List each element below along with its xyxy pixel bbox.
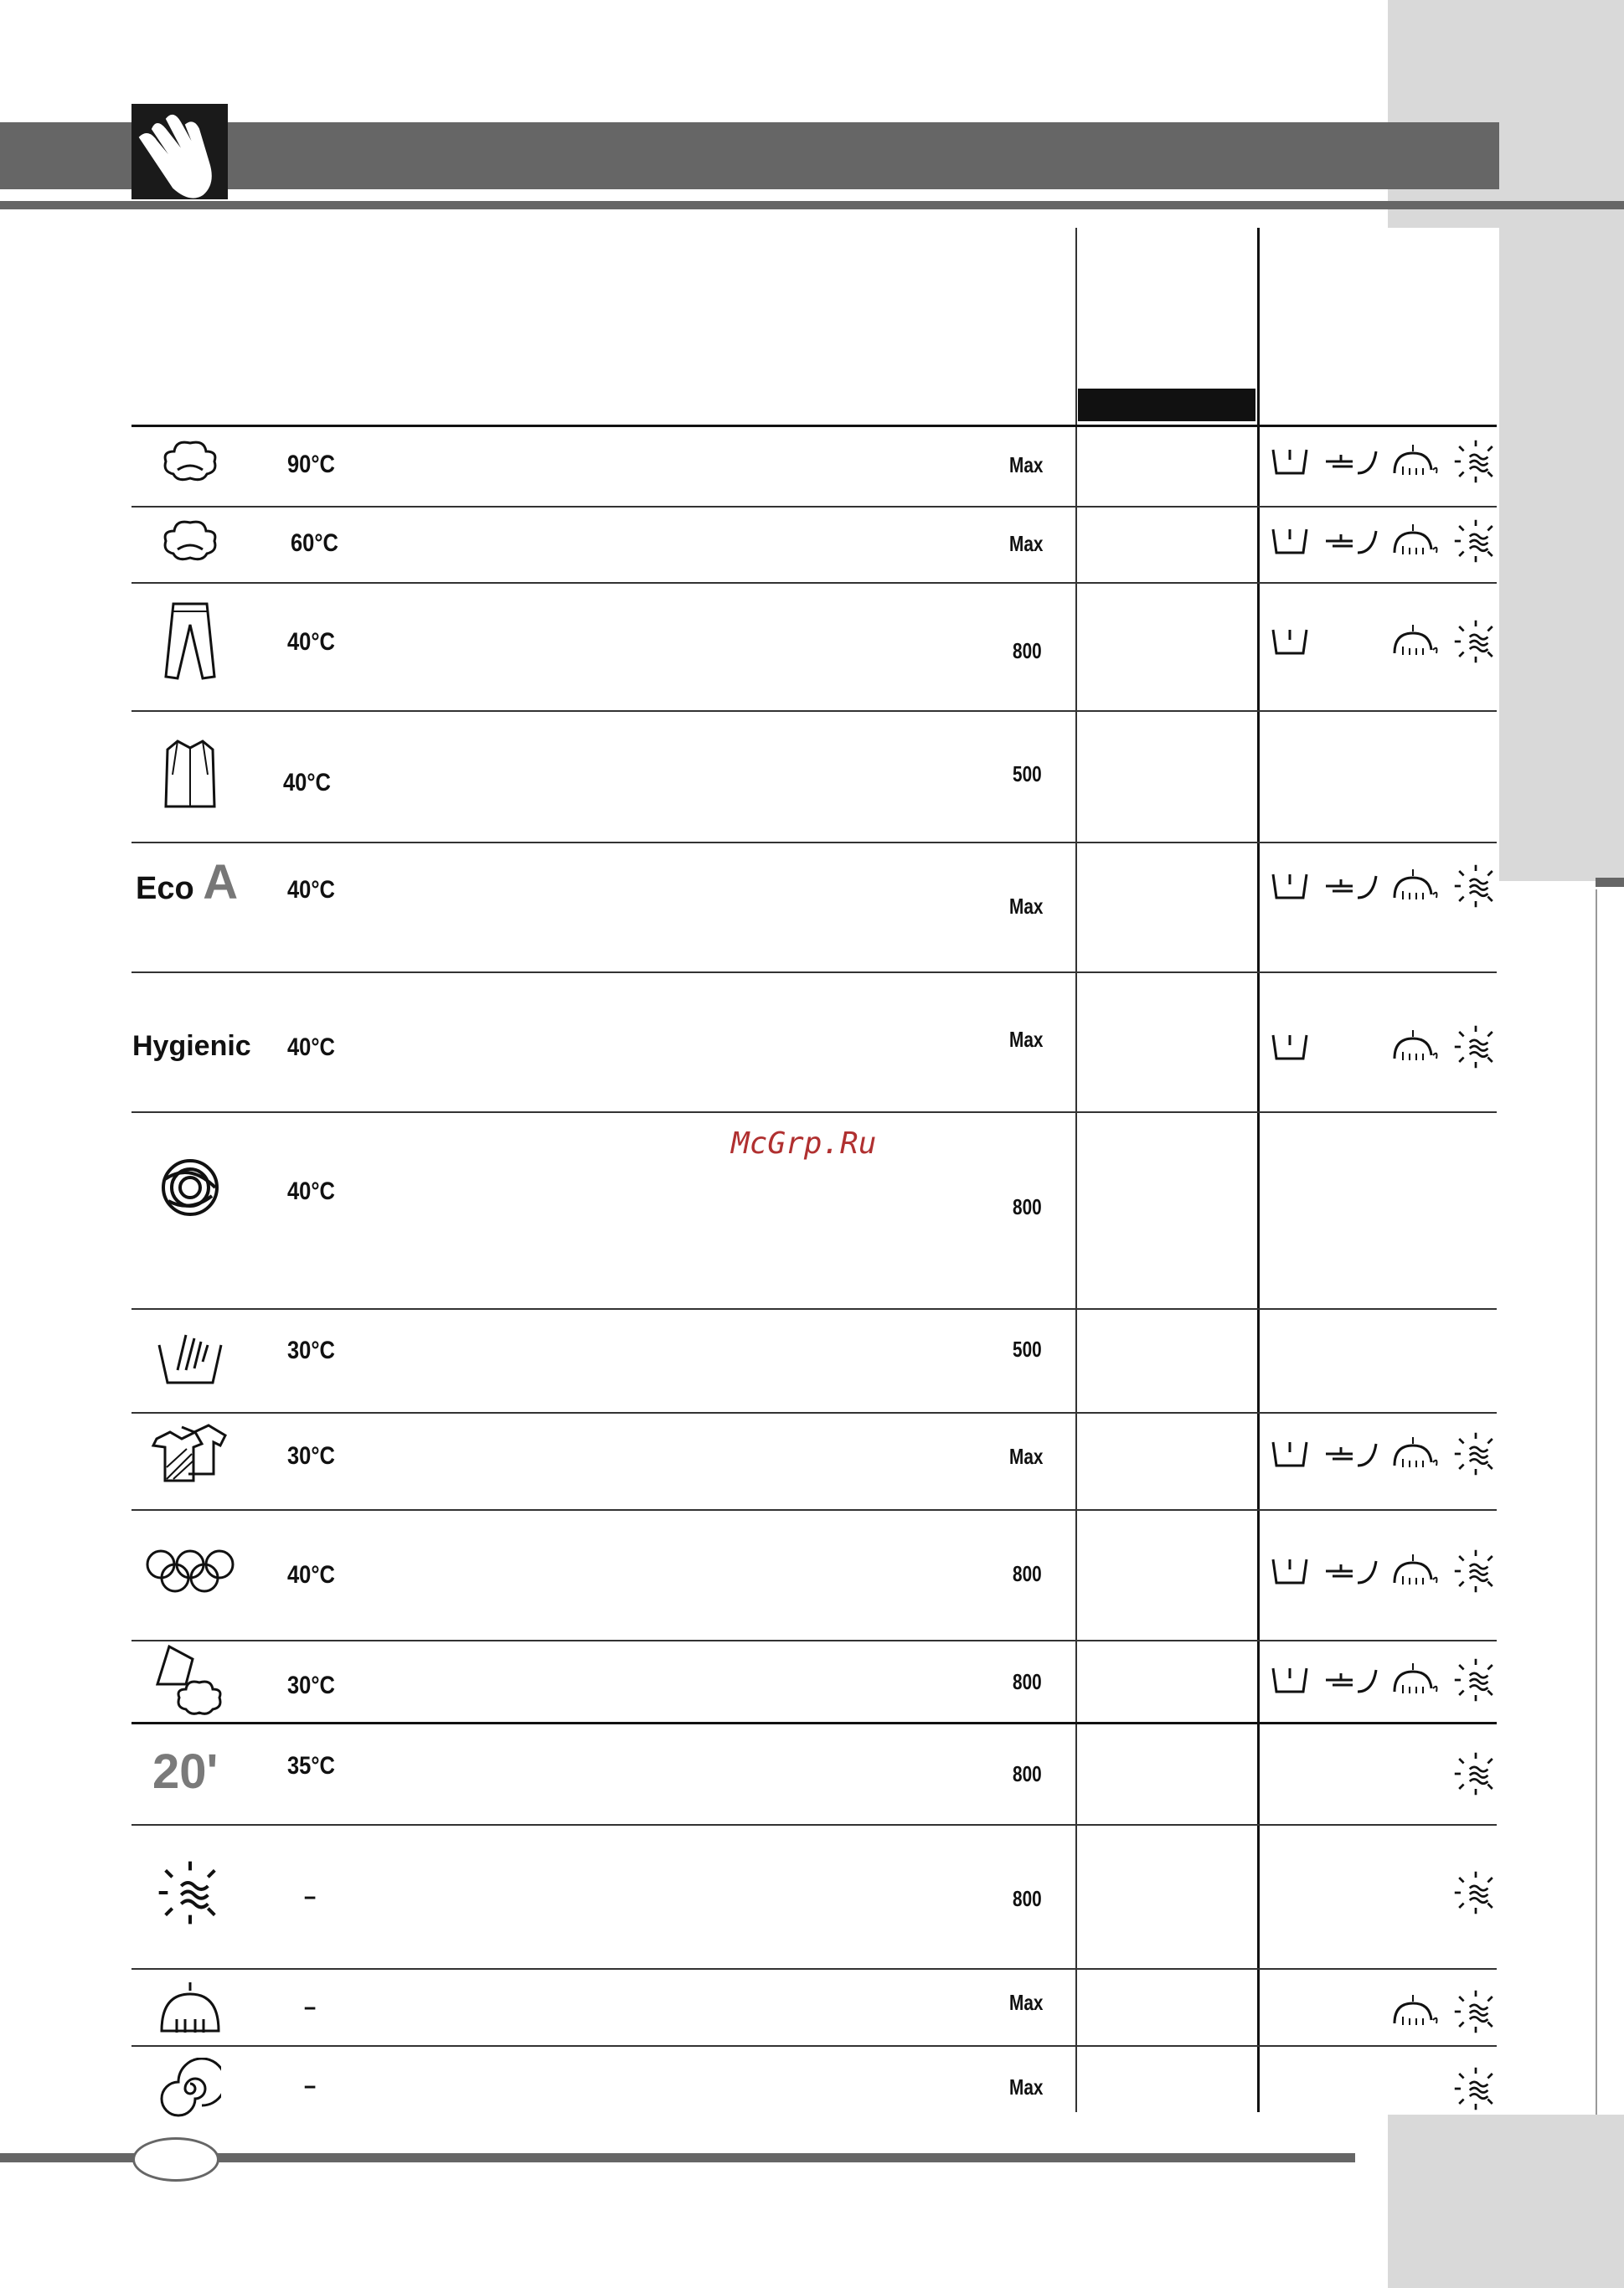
temperature: 40°C: [287, 628, 335, 656]
rinse-phase-icon: [1391, 524, 1440, 562]
hygienic-label: Hygienic: [132, 1030, 251, 1062]
row-divider: [131, 506, 1497, 508]
rinse-phase-icon: [1391, 869, 1440, 907]
spin-speed: 500: [1013, 761, 1042, 786]
prewash-phase-icon: [1270, 445, 1310, 482]
spin-phase-icon: [1453, 1024, 1498, 1074]
spin-speed: Max: [1009, 1027, 1044, 1052]
spin-speed: 800: [1013, 1561, 1042, 1586]
column-divider-spin: [1075, 228, 1077, 2112]
row-divider: [131, 1824, 1497, 1826]
prewash-phase-icon: [1270, 1030, 1310, 1068]
quick-20-label: 20': [152, 1744, 219, 1799]
row-divider: [131, 1968, 1497, 1970]
mixed-fabrics-icon: [152, 1642, 228, 1722]
spin-speed: 500: [1013, 1337, 1042, 1362]
temperature: –: [304, 1883, 317, 1910]
row-divider: [131, 1509, 1497, 1511]
shirt-icon: [161, 733, 219, 821]
page-number-oval: [132, 2137, 219, 2182]
prewash-phase-icon: [1270, 869, 1310, 907]
wash-phase-icon: [1324, 1663, 1379, 1701]
side-panel-bottom: [1388, 2115, 1624, 2288]
prewash-phase-icon: [1270, 1663, 1310, 1701]
header-rule: [0, 201, 1624, 209]
rinse-phase-icon: [1391, 1663, 1440, 1701]
temperature: 60°C: [291, 529, 338, 557]
temperature: –: [304, 1993, 317, 2021]
spin-speed: Max: [1009, 1990, 1044, 2015]
rinse-phase-icon: [1391, 445, 1440, 482]
eco-label: [136, 854, 238, 910]
wash-phase-icon: [1324, 869, 1379, 907]
table-header-rule: [131, 425, 1497, 427]
row-divider: [131, 582, 1497, 584]
rinse-phase-icon: [1391, 1554, 1440, 1592]
eco-text: Eco: [136, 871, 204, 906]
prewash-phase-icon: [1270, 625, 1310, 662]
hand-icon: [131, 104, 228, 199]
spin-speed: 800: [1013, 638, 1042, 663]
side-panel-middle: [1499, 228, 1624, 881]
temperature: –: [304, 2072, 317, 2100]
spin-speed: Max: [1009, 1444, 1044, 1469]
temperature: 30°C: [287, 1442, 335, 1470]
spin-speed: Max: [1009, 894, 1044, 919]
temperature: 90°C: [287, 451, 335, 478]
temperature: 40°C: [287, 876, 335, 904]
spin-phase-icon: [1453, 1431, 1498, 1481]
spin-speed: Max: [1009, 452, 1044, 477]
spin-speed: 800: [1013, 1194, 1042, 1219]
wash-phase-icon: [1324, 524, 1379, 562]
spin-speed: 800: [1013, 1761, 1042, 1786]
spin-phase-icon: [1453, 619, 1498, 668]
side-panel-white-strip: [1596, 889, 1624, 2150]
hand-logo: [131, 104, 228, 199]
spin-phase-icon: [1453, 2066, 1498, 2115]
row-divider: [131, 710, 1497, 712]
rinse-phase-icon: [1391, 625, 1440, 662]
spin-phase-icon: [1453, 1751, 1498, 1801]
row-divider: [131, 2045, 1497, 2047]
wash-phase-icon: [1324, 1554, 1379, 1592]
row-divider: [131, 1722, 1497, 1724]
row-divider: [131, 842, 1497, 843]
spin-phase-icon: [1453, 1870, 1498, 1920]
rinse-phase-icon: [1391, 1030, 1440, 1068]
side-tab-marker: [1596, 878, 1624, 887]
column-divider-phases: [1257, 228, 1260, 2112]
spin-phase-icon: [1453, 439, 1498, 488]
row-divider: [131, 1308, 1497, 1310]
spin-phase-icon: [1453, 1657, 1498, 1707]
wash-phase-icon: [1324, 1437, 1379, 1475]
rinse-phase-icon: [1391, 1437, 1440, 1475]
rinse-icon: [157, 1982, 224, 2045]
row-divider: [131, 971, 1497, 973]
spin-speed: Max: [1009, 531, 1044, 556]
spin-icon: [157, 1859, 224, 1930]
spin-speed: 800: [1013, 1669, 1042, 1694]
cotton-icon: [161, 516, 219, 570]
temperature: 40°C: [287, 1177, 335, 1205]
spin-phase-icon: [1453, 518, 1498, 568]
temperature: 40°C: [287, 1561, 335, 1589]
temperature: 40°C: [283, 769, 331, 796]
cotton-icon: [161, 436, 219, 491]
row-divider: [131, 1640, 1497, 1641]
temperature: 30°C: [287, 1337, 335, 1364]
sport-rings-icon: [144, 1548, 236, 1599]
mixed-shirts-icon: [148, 1420, 232, 1492]
spin-phase-icon: [1453, 1989, 1498, 2038]
header-black-cell: [1078, 389, 1255, 421]
spin-speed: Max: [1009, 2074, 1044, 2100]
temperature: 35°C: [287, 1752, 335, 1780]
wash-phase-icon: [1324, 445, 1379, 482]
prewash-phase-icon: [1270, 524, 1310, 562]
prewash-phase-icon: [1270, 1437, 1310, 1475]
hand-wash-icon: [152, 1320, 228, 1391]
drain-icon: [159, 2058, 221, 2124]
trousers-icon: [161, 600, 219, 688]
rinse-phase-icon: [1391, 1995, 1440, 2033]
spin-phase-icon: [1453, 863, 1498, 913]
side-panel-top: [1388, 0, 1624, 228]
spin-speed: 800: [1013, 1886, 1042, 1911]
prewash-phase-icon: [1270, 1554, 1310, 1592]
eco-letter: A: [203, 855, 239, 910]
temperature: 40°C: [287, 1033, 335, 1061]
row-divider: [131, 1412, 1497, 1414]
row-divider: [131, 1111, 1497, 1113]
temperature: 30°C: [287, 1672, 335, 1699]
watermark: McGrp.Ru: [731, 1126, 877, 1161]
spin-phase-icon: [1453, 1549, 1498, 1598]
wool-icon: [157, 1154, 224, 1225]
